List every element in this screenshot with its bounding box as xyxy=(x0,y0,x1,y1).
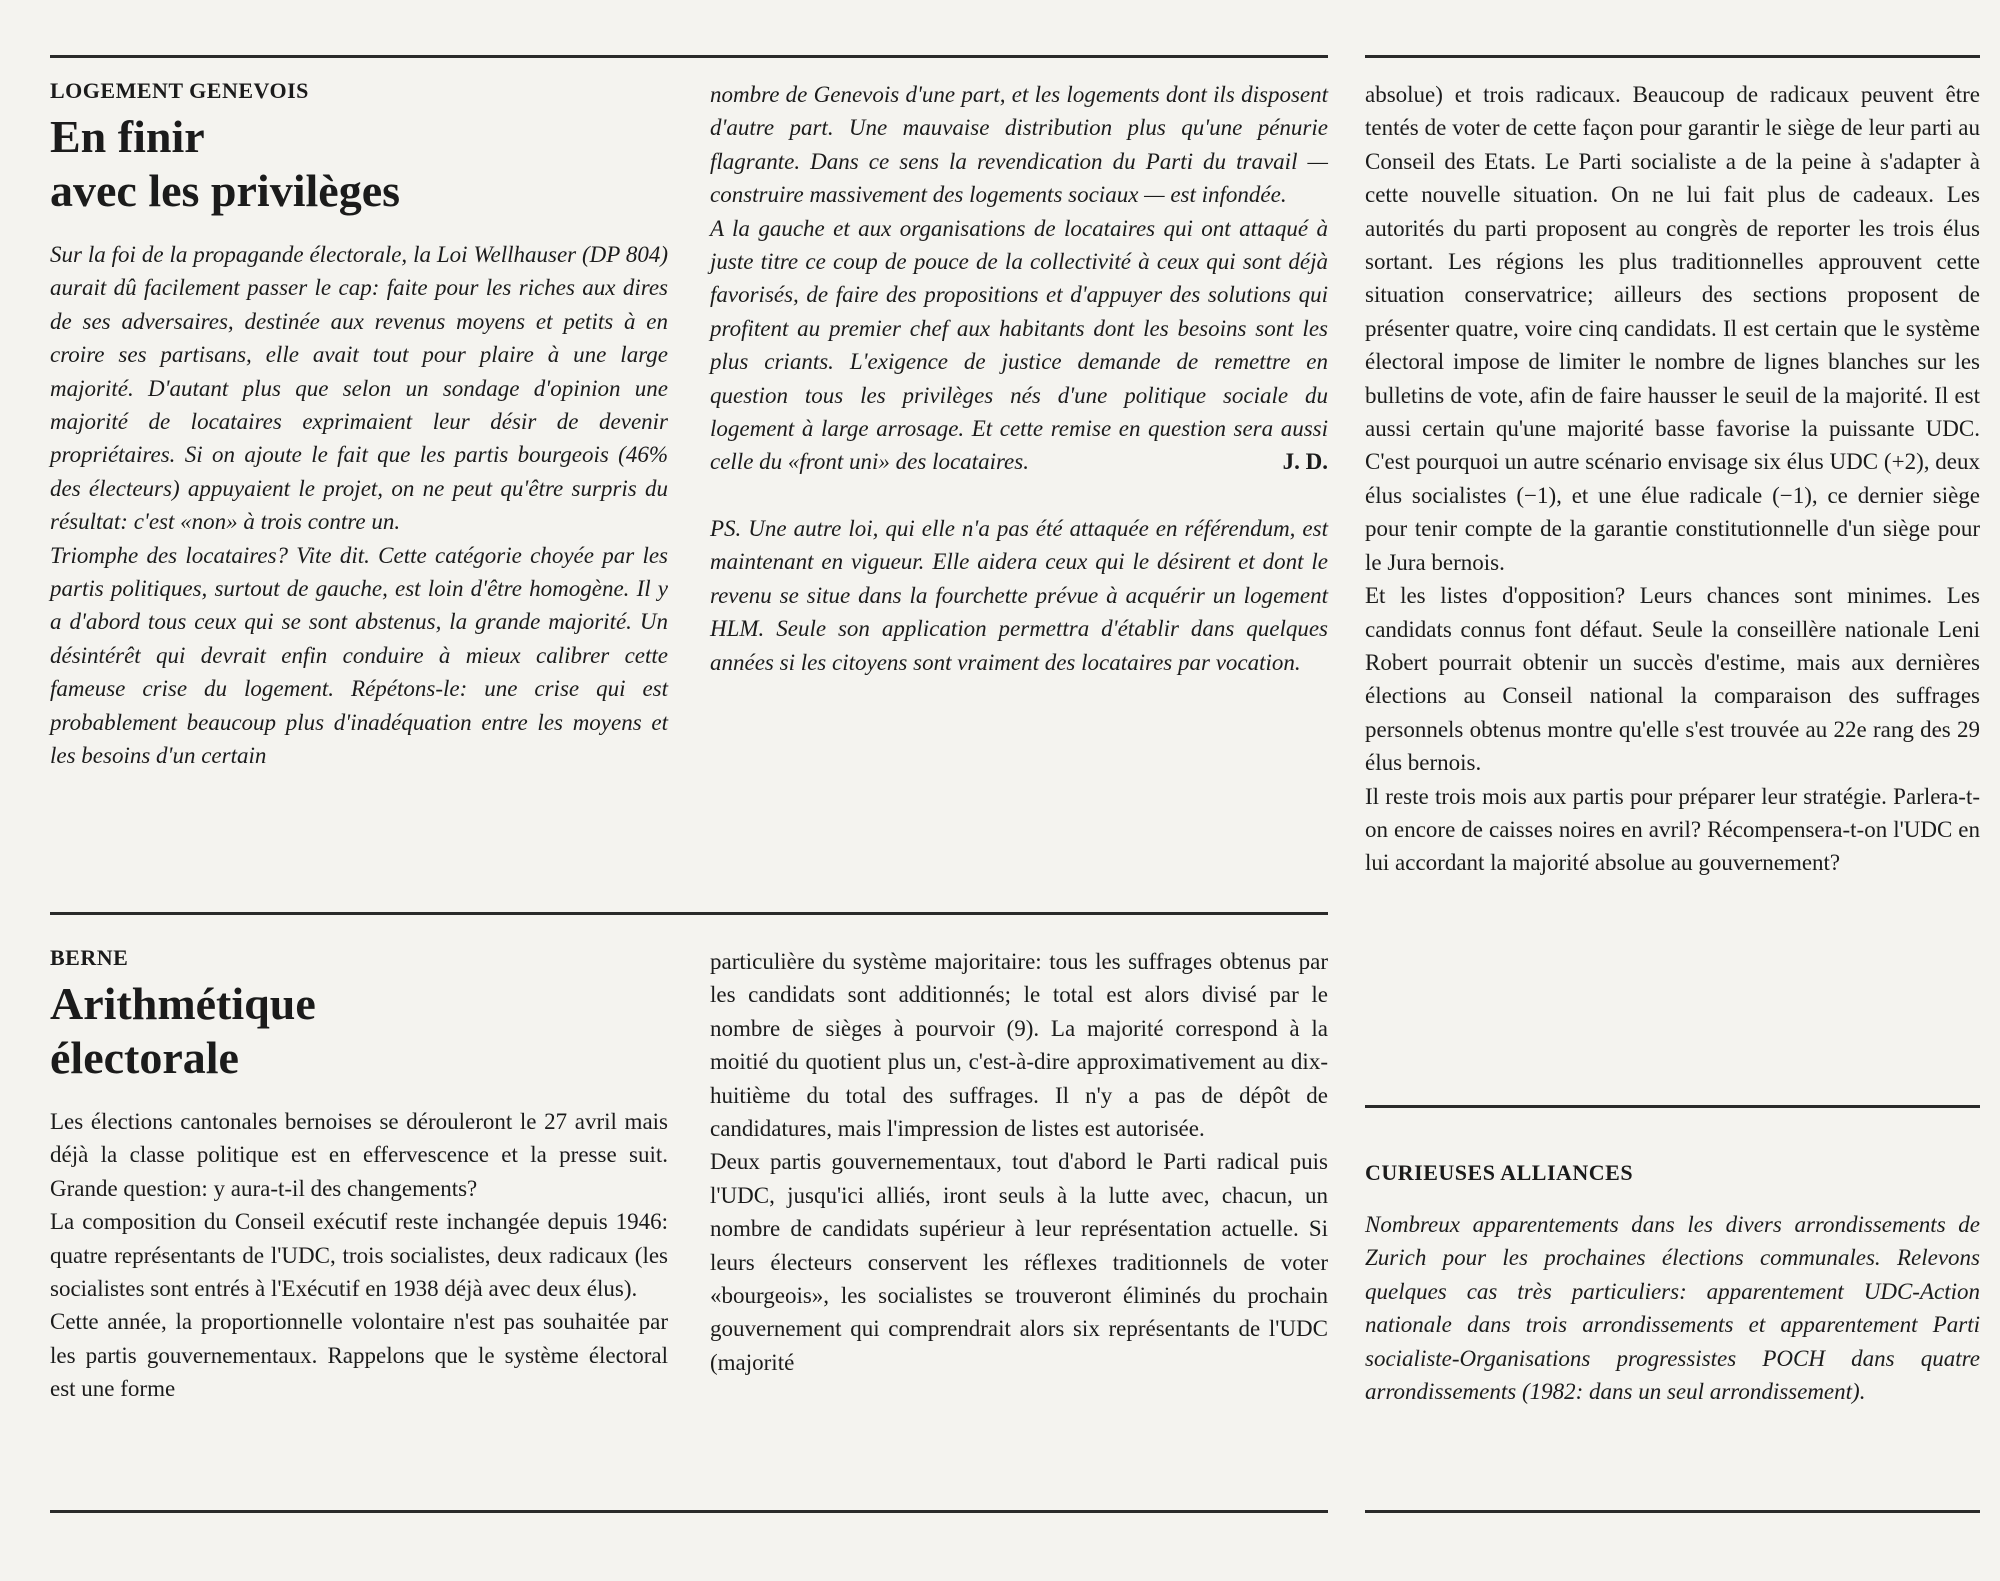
bottom-rule-left xyxy=(50,1510,1328,1513)
article2-kicker: BERNE xyxy=(50,945,129,970)
article1-paragraph: Sur la foi de la propagande électorale, la Loi Wellhauser (DP 804) aurait dû facilement passer le cap: faite pour les riches aux dires de ses adversaires, destinée aux revenus moyens et petits à en croire ses partisans, elle avait tout pour plaire à une large majorité. D'autant plus que selon un sondage d'opinion une majorité de locataires exprimaient leur désir de devenir propriétaires. Si on ajoute le fait que les partis bourgeois (46% des électeurs) appuyaient le projet, on ne peut qu'être surpris du résultat: c'est «non» à trois contre un. xyxy=(50,242,668,535)
top-rule-right xyxy=(1365,55,1980,58)
middle-rule-right xyxy=(1365,1105,1980,1108)
article1-col2 xyxy=(710,78,1328,679)
article2-paragraph: Et les listes d'opposition? Leurs chances sont minimes. Les candidats connus font défaut. Seule la conseillère nationale Leni Robert pourrait obtenir un succès d'estime, mais aux dernières élections au Conseil national la comparaison des suffrages personnels obtenus montre qu'elle s'est trouvée au 22e rang des 29 élus bernois. xyxy=(1365,583,1980,776)
bottom-rule-right xyxy=(1365,1510,1980,1513)
article3-col xyxy=(1365,1160,1980,1408)
article1-paragraph-text: A la gauche et aux organisations de locataires qui ont attaqué à juste titre ce coup de pouce de la collectivité à ceux qui sont déjà favorisés, de faire des propositions et d'appuyer des solutions qui profitent au premier chef aux habitants dont les besoins sont les plus criants. L'exigence de justice demande de remettre en question tous les privilèges nés d'une politique sociale du logement à large arrosage. Et cette remise en question sera aussi celle du «front uni» des locataires. xyxy=(710,215,1328,475)
article2-headline xyxy=(50,977,668,1085)
article1-paragraph xyxy=(710,212,1328,479)
article1-signature: J. D. xyxy=(1282,449,1328,475)
article2-title-line1: Arithmétique xyxy=(50,978,316,1029)
article2-col3 xyxy=(1365,78,1980,880)
article1-title-line2: avec les privilèges xyxy=(50,165,401,216)
article2-paragraph: Il reste trois mois aux partis pour préparer leur stratégie. Parlera-t-on encore de caisses noires en avril? Récompensera-t-on l'UDC en lui accordant la majorité absolue au gouvernement? xyxy=(1365,783,1980,876)
article1-paragraph: Triomphe des locataires? Vite dit. Cette catégorie choyée par les partis politiques, surtout de gauche, est loin d'être homogène. Il y a d'abord tous ceux qui se sont abstenus, la grande majorité. Un désintérêt qui devrait enfin conduire à mieux calibrer cette fameuse crise du logement. Répétons-le: une crise qui est probablement beaucoup plus d'inadéquation entre les moyens et les besoins d'un certain xyxy=(50,542,668,769)
article1-paragraph: nombre de Genevois d'une part, et les logements dont ils disposent d'autre part. Une mauvaise distribution plus qu'une pénurie flagrante. Dans ce sens la revendication du Parti du travail — construire massivement des logements sociaux — est infondée. xyxy=(710,82,1328,208)
article2-paragraph: particulière du système majoritaire: tous les suffrages obtenus par les candidats sont additionnés; le total est alors divisé par le nombre de sièges à pourvoir (9). La majorité correspond à la moitié du quotient plus un, c'est-à-dire approximativement au dix-huitième du total des suffrages. Il n'y a pas de dépôt de candidatures, mais l'impression de listes est autorisée. xyxy=(710,949,1328,1142)
spacer xyxy=(710,479,1328,512)
article2-paragraph: La composition du Conseil exécutif reste inchangée depuis 1946: quatre représentants de l'UDC, trois socialistes, deux radicaux (les socialistes sont entrés à l'Exécutif en 1938 déjà avec deux élus). xyxy=(50,1209,668,1302)
article2-paragraph: absolue) et trois radicaux. Beaucoup de radicaux peuvent être tentés de voter de cette façon pour garantir le siège de leur parti au Conseil des Etats. Le Parti socialiste a de la peine à s'adapter à cette nouvelle situation. On ne lui fait plus de cadeaux. Les autorités du parti proposent au congrès de reporter les trois élus sortant. Les régions les plus traditionnelles approuvent cette situation conservatrice; ailleurs des sections proposent de présenter quatre, voire cinq candidats. Il est certain que le système électoral impose de limiter le nombre de lignes blanches sur les bulletins de vote, afin de faire hausser le seuil de la majorité. Il est aussi certain qu'une majorité basse favorise la puissante UDC. C'est pourquoi un autre scénario envisage six élus UDC (+2), deux élus socialistes (−1), et une élue radicale (−1), ce dernier siège pour tenir compte de la garantie constitutionnelle d'un siège pour le Jura bernois. xyxy=(1365,82,1980,575)
article1-title-line1: En finir xyxy=(50,111,205,162)
article1-headline xyxy=(50,110,668,218)
article2-col2 xyxy=(710,945,1328,1379)
top-rule-left xyxy=(50,55,1328,58)
article3-kicker: CURIEUSES ALLIANCES xyxy=(1365,1160,1634,1185)
article2-col1 xyxy=(50,945,668,1406)
article1-col1 xyxy=(50,78,668,773)
article1-ps: PS. Une autre loi, qui elle n'a pas été attaquée en référendum, est maintenant en vigueur. Elle aidera ceux qui le désirent et dont le revenu se situe dans la fourchette prévue à acquérir un logement HLM. Seule son application permettra d'établir dans quelques années si les citoyens sont vraiment des locataires par vocation. xyxy=(710,515,1328,675)
article2-paragraph: Deux partis gouvernementaux, tout d'abord le Parti radical puis l'UDC, jusqu'ici alliés, iront seuls à la lutte avec, chacun, un nombre de candidats supérieur à leur représentation actuelle. Si leurs électeurs conservent les réflexes traditionnels de voter «bourgeois», les socialistes se trouveront éliminés du prochain gouvernement qui comprendrait alors six représentants de l'UDC (majorité xyxy=(710,1149,1328,1375)
article2-paragraph: Les élections cantonales bernoises se dérouleront le 27 avril mais déjà la classe politique est en effervescence et la presse suit. Grande question: y aura-t-il des changements? xyxy=(50,1109,668,1201)
article2-paragraph: Cette année, la proportionnelle volontaire n'est pas souhaitée par les partis gouvernementaux. Rappelons que le système électoral est une forme xyxy=(50,1309,668,1402)
article1-kicker: LOGEMENT GENEVOIS xyxy=(50,78,309,103)
article3-paragraph: Nombreux apparentements dans les divers arrondissements de Zurich pour les prochaines élections communales. Relevons quelques cas très particuliers: apparentement UDC-Action nationale dans trois arrondissements et apparentement Parti socialiste-Organisations progressistes POCH dans quatre arrondissements (1982: dans un seul arrondissement). xyxy=(1365,1212,1980,1405)
middle-rule-left xyxy=(50,912,1328,915)
article2-title-line2: électorale xyxy=(50,1032,239,1083)
